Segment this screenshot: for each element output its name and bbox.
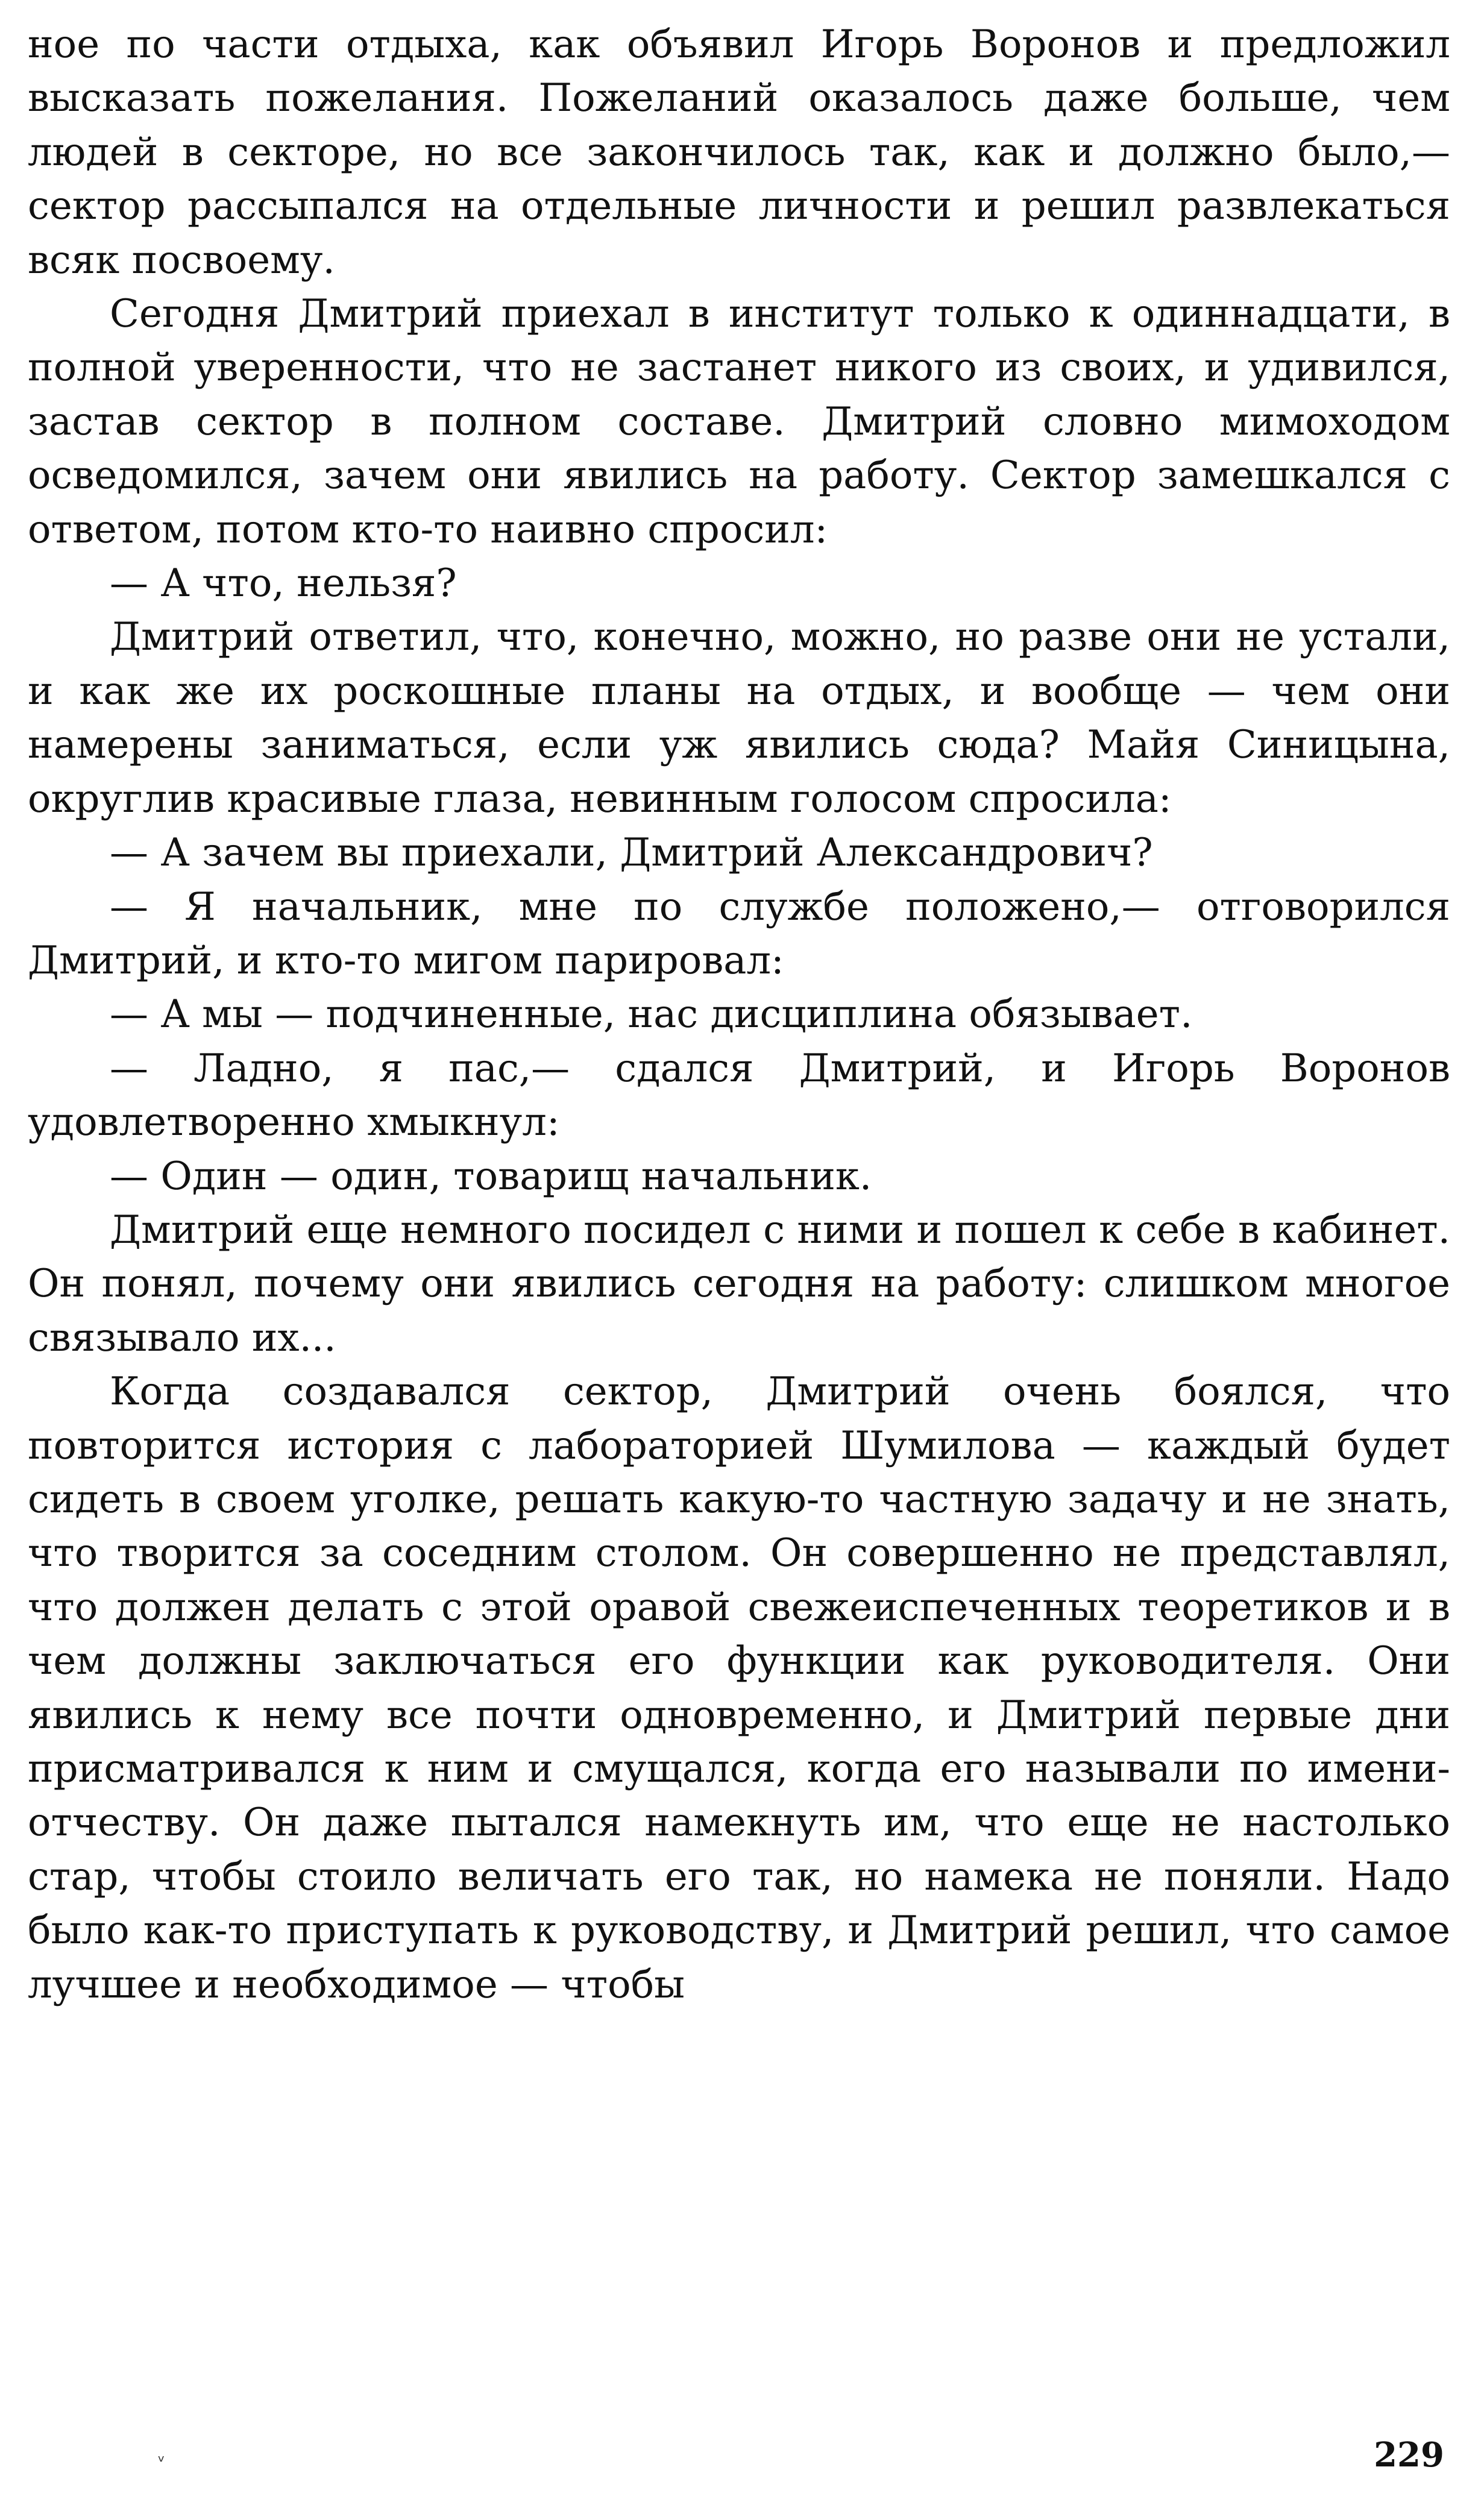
paragraph: ное по части отдыха, как объявил Игорь Воронов и предложил высказать пожелания. Пожеланий оказалось даже больше, чем людей в секторе, но все закончилось так, как и должно было,— сектор рассыпался на отдельные личности и решил развлекаться всяк посвоему. <box>28 22 1450 283</box>
dialogue-line: — А мы — подчиненные, нас дисциплина обязывает. <box>110 992 1193 1037</box>
print-mark: ᵥ <box>158 2446 165 2466</box>
paragraph: Дмитрий ответил, что, конечно, можно, но разве они не устали, и как же их роскошные планы на отдых, и вообще — чем они намерены заниматься, если уж явились сюда? Майя Синицына, округлив красивые глаза, невинным голосом спросила: <box>28 615 1450 822</box>
paragraph: Когда создавался сектор, Дмитрий очень боялся, что повторится история с лабораторией Шумилова — каждый будет сидеть в своем уголке, решать какую-то частную задачу и не знать, что творится за соседним столом. Он совершенно не представлял, что должен делать с этой оравой свежеиспеченных теоретиков и в чем должны заключаться его функции как руководителя. Они явились к нему все почти одновременно, и Дмитрий первые дни присматривался к ним и смущался, когда его называли по имени-отчеству. Он даже пытался намекнуть им, что еще не настолько стар, чтобы стоило величать его так, но намека не поняли. Надо было как-то приступать к руководству, и Дмитрий решил, что самое лучшее и необходимое — чтобы <box>28 1369 1450 2007</box>
page-number: 229 <box>1374 2435 1444 2475</box>
body-text <box>28 18 1450 2012</box>
paragraph: Дмитрий еще немного посидел с ними и пошел к себе в кабинет. Он понял, почему они явились сегодня на работу: слишком многое связывало их... <box>28 1207 1450 1360</box>
dialogue-line: — Я начальник, мне по службе положено,— отговорился Дмитрий, и кто-то мигом парировал: <box>28 884 1450 983</box>
dialogue-line: — Один — один, товарищ начальник. <box>110 1154 872 1199</box>
dialogue-line: — Ладно, я пас,— сдался Дмитрий, и Игорь Воронов удовлетворенно хмыкнул: <box>28 1046 1450 1145</box>
paragraph: Сегодня Дмитрий приехал в институт только к одиннадцати, в полной уверенности, что не застанет никого из своих, и удивился, застав сектор в полном составе. Дмитрий словно мимоходом осведомился, зачем они явились на работу. Сектор замешкался с ответом, потом кто-то наивно спросил: <box>28 292 1450 552</box>
dialogue-line: — А что, нельзя? <box>110 561 457 606</box>
dialogue-line: — А зачем вы приехали, Дмитрий Александрович? <box>110 831 1153 876</box>
